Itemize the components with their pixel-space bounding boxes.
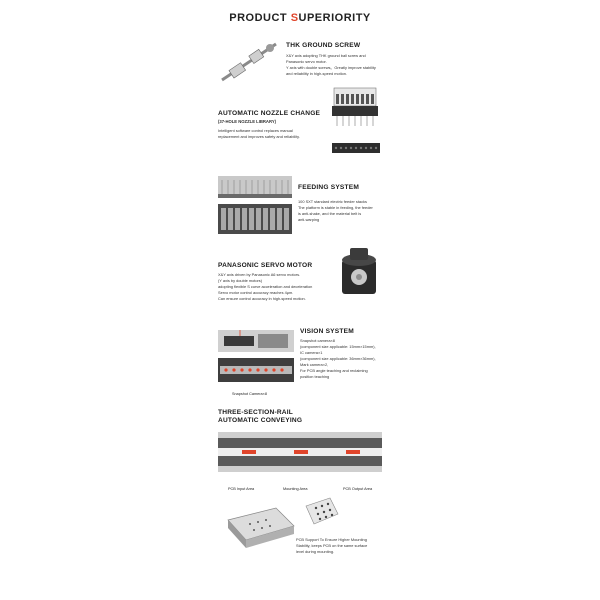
- text-line: Can ensure control accuracy in high-speed motion.: [218, 296, 306, 301]
- text-line: The platform is stable in feeding, the feeder: [298, 205, 373, 210]
- vision-heading: VISION SYSTEM: [300, 328, 354, 335]
- text-line: Intelligent software control replaces manual: [218, 128, 293, 133]
- nozzle-library-image: [332, 141, 380, 155]
- text-line: position teaching: [300, 374, 330, 379]
- title-text: PRODUCT: [229, 12, 291, 24]
- text-line: 100 SXT standard electric feeder stacks: [298, 199, 367, 204]
- text-line: Stability, keeps PCB on the same surface: [296, 543, 368, 548]
- text-line: Y axis with double screws。Greatly improve stability: [286, 65, 376, 70]
- ball-screw-image: [218, 38, 280, 84]
- feeder-stack-image: [218, 176, 292, 198]
- nozzle-head-image: [330, 86, 380, 130]
- snapshot-camera-label: [232, 382, 267, 400]
- text-line: Panasonic servo motor.: [286, 59, 327, 64]
- title-text-rest: UPERIORITY: [298, 12, 371, 24]
- text-line: Snapshot camera×8: [300, 338, 335, 343]
- text-line: replacement and improves safety and reliability.: [218, 134, 300, 139]
- label-text: PCB Output Area: [343, 487, 373, 491]
- feeder-platform-image: [218, 204, 292, 234]
- page-title: [0, 12, 600, 24]
- servo-motor-image: [336, 246, 382, 298]
- title-accent-letter: S: [290, 12, 299, 24]
- rail-heading-line2: AUTOMATIC CONVEYING: [218, 417, 303, 424]
- thk-description: [286, 53, 386, 77]
- text-line: PCB Support To Ensure Higher Mounting: [296, 537, 367, 542]
- nozzle-heading: AUTOMATIC NOZZLE CHANGE: [218, 110, 321, 117]
- snapshot-camera-image: [218, 358, 294, 382]
- text-line: Servo motor control accuracy reaches 4μm.: [218, 290, 294, 295]
- text-line: (Y axis by double motors): [218, 278, 263, 283]
- pcb-output-label: [343, 477, 372, 495]
- text-line: X&Y axis driven by Panasonic A6 servo motors.: [218, 272, 301, 277]
- servo-heading: PANASONIC SERVO MOTOR: [218, 262, 313, 269]
- pcb-input-label: [228, 477, 254, 495]
- vision-description: [300, 338, 396, 380]
- pcb-support-image: [220, 500, 298, 552]
- rail-description: [296, 537, 396, 555]
- mounting-area-label: [283, 477, 308, 495]
- text-line: level during mounting.: [296, 549, 335, 554]
- text-line: and reliability in high-speed motion.: [286, 71, 347, 76]
- nozzle-subheading: (37-HOLE NOZZLE LIBRARY): [218, 119, 277, 124]
- label-text: Mounting Area: [283, 487, 308, 491]
- text-line: anti-warping: [298, 217, 320, 222]
- feeding-description: [298, 199, 394, 223]
- thk-heading: THK GROUND SCREW: [286, 42, 361, 49]
- text-line: (component size applicable: 36mm×36mm),: [300, 356, 376, 361]
- text-line: X&Y axis adopting THK ground ball screw and: [286, 53, 366, 58]
- feeding-heading: FEEDING SYSTEM: [298, 184, 360, 191]
- text-line: adopting flexible S curve acceleration and deceleration: [218, 284, 313, 289]
- text-line: For PCB angle teaching and reclaiming: [300, 368, 368, 373]
- mark-camera-image: [218, 330, 294, 352]
- text-line: Mark camera×2,: [300, 362, 329, 367]
- text-line: IC camera×1: [300, 350, 323, 355]
- nozzle-description: [218, 128, 323, 140]
- rail-heading-line1: THREE-SECTION-RAIL: [218, 409, 294, 416]
- support-pin-closeup: [302, 494, 342, 528]
- conveyor-rail-image: [218, 432, 382, 472]
- text-line: (component size applicable: 15mm×15mm),: [300, 344, 376, 349]
- label-text: PCB Input Area: [228, 487, 255, 491]
- servo-description: [218, 272, 338, 302]
- text-line: is anti-shake, and the material belt is: [298, 211, 362, 216]
- label-text: Snapshot Camera×8: [232, 392, 267, 396]
